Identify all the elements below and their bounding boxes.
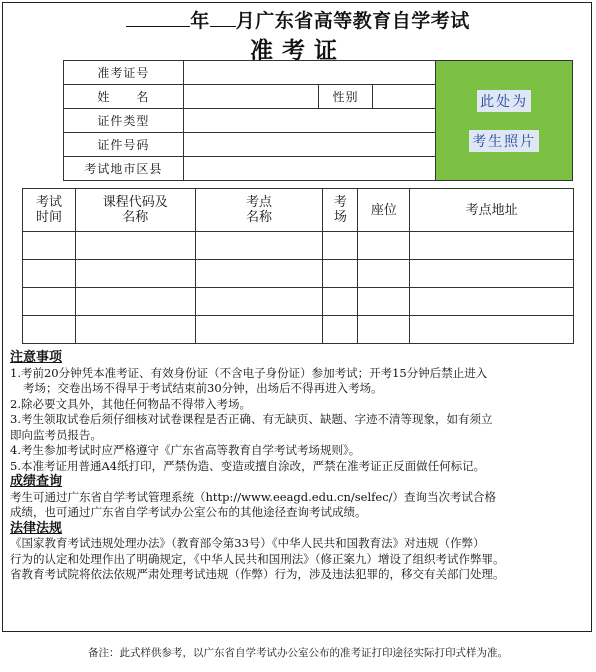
note-item: 1.考前20分钟凭本准考证、有效身份证（不含电子身份证）参加考试；开考15分钟后禁止进入 — [10, 365, 488, 380]
photo-text-1: 此处为 — [477, 90, 531, 112]
page-title: 年 月广东省高等教育自学考试 — [0, 6, 596, 33]
year-blank — [126, 8, 190, 27]
exam-schedule-table — [22, 188, 574, 344]
photo-placeholder — [436, 61, 573, 181]
header-address: 考点地址 — [410, 189, 574, 232]
table-row — [23, 288, 574, 316]
law-line: 《国家教育考试违规处理办法》（教育部令第33号）《中华人民共和国教育法》对违规（作弊） — [10, 536, 485, 550]
value-name — [183, 85, 318, 109]
note-item: 5.本准考证用普通A4纸打印，严禁伪造、变造或擅自涂改，严禁在准考证正反面做任何标记。 — [10, 458, 486, 473]
law-line: 行为的认定和处理作出了明确规定，《中华人民共和国刑法》（修正案九）增设了组织考试作弊罪。 — [10, 551, 505, 566]
note-item: 即向监考员报告。 — [10, 427, 102, 442]
value-gender — [373, 85, 436, 109]
notes-section — [10, 350, 586, 583]
candidate-info-table — [63, 60, 573, 181]
table-row — [23, 232, 574, 260]
score-heading: 成绩查询 — [10, 474, 63, 489]
note-item: 3.考生领取试卷后须仔细核对试卷课程是否正确、有无缺页、缺题、字迹不清等现象，如有须立 — [10, 412, 493, 426]
header-seat: 座位 — [358, 189, 410, 232]
note-item: 考场；交卷出场不得早于考试结束前30分钟，出场后不得再进入考场。 — [23, 381, 383, 395]
month-blank — [210, 8, 236, 27]
label-id-type: 证件类型 — [64, 109, 184, 133]
header-room: 考 场 — [323, 189, 358, 232]
label-admission-no: 准考证号 — [64, 61, 184, 85]
header-exam-time: 考试 时间 — [23, 189, 76, 232]
score-line: 考生可通过广东省自学考试管理系统（http://www.eeagd.edu.cn/selfec/）查询当次考试合格 — [10, 489, 497, 504]
footnote: 备注：此式样供参考，以广东省自学考试办公室公布的准考证打印途径实际打印式样为准。 — [88, 647, 508, 659]
page-subtitle: 准考证 — [250, 37, 346, 64]
label-name: 姓 名 — [64, 85, 184, 109]
note-item: 2.除必要文具外，其他任何物品不得带入考场。 — [10, 396, 251, 411]
header-site-name: 考点 名称 — [195, 189, 323, 232]
header-course: 课程代码及 名称 — [75, 189, 195, 232]
law-heading: 法律法规 — [10, 520, 63, 536]
score-line: 成绩，也可通过广东省自学考试办公室公布的其他途径查询考试成绩。 — [10, 505, 367, 519]
table-row — [23, 260, 574, 288]
label-exam-city: 考试地市区县 — [64, 157, 184, 181]
law-line: 省教育考试院将依法依规严肃处理考试违规（作弊）行为，涉及违法犯罪的，移交有关部门处理。 — [10, 567, 505, 581]
value-id-no — [183, 133, 435, 157]
label-gender: 性别 — [318, 85, 373, 109]
value-admission-no — [183, 61, 435, 85]
value-id-type — [183, 109, 435, 133]
note-item: 4.考生参加考试时应严格遵守《广东省高等教育自学考试考场规则》。 — [10, 443, 361, 457]
label-id-no: 证件号码 — [64, 133, 184, 157]
value-exam-city — [183, 157, 435, 181]
table-row — [23, 316, 574, 344]
photo-text-2: 考生照片 — [469, 130, 539, 152]
notes-heading: 注意事项 — [10, 350, 63, 365]
